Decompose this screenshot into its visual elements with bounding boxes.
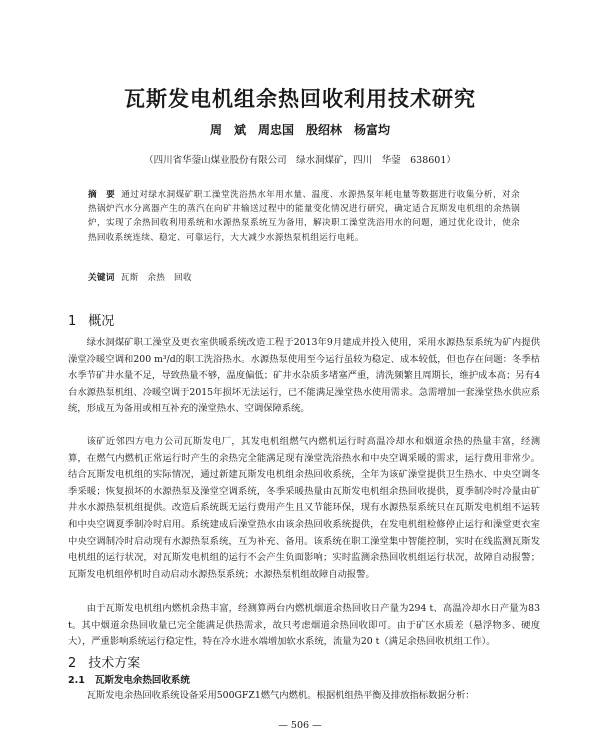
subsection-heading: [68, 672, 190, 686]
paragraph-overview-1: 绿水洞煤矿职工澡堂及更衣室供暖系统改造工程于2013年9月建成并投入使用，采用水源热泵系统为矿内提供澡堂冷暖空调和200 m³/d的职工洗浴热水。水源热泵使用至今运行虽较为稳定、成本较低，但也存在问题：冬季枯水季节矿井水量不足，导致热量不够，温度偏低；矿井水杂质多堵塞严重，清洗频繁且周期长，维护成本高；另有4台水源热泵机组、冷暖空调于2015年损坏无法运行，已不能满足澡堂热水使用需求。急需增加一套澡堂热水供应系统，形成互为备用或相互补充的澡堂热水、空调保障系统。: [68, 337, 540, 415]
affiliation: （四川省华蓥山煤业股份有限公司 绿水洞煤矿，四川 华蓥 638601）: [144, 155, 456, 166]
paragraph-overview-2: 该矿近邻四方电力公司瓦斯发电厂，其发电机组燃气内燃机运行时高温冷却水和烟道余热的热量丰富，经测算，在燃气内燃机正常运行时产生的余热完全能满足现有澡堂洗浴热水和中央空调采暖的需求，运行费用非常少。结合瓦斯发电机组的实际情况，通过新建瓦斯发电机组余热回收系统，全年为该矿澡堂提供卫生热水、中央空调冬季采暖；恢复损坏的水源热泵及澡堂空调系统，冬季采暖热量由瓦斯发电机组余热回收提供，夏季制冷时冷量由矿井水水源热泵机组提供。改造后系统既无运行费用产生且又节能环保，现有水源热泵系统只在瓦斯发电机组不运转和中央空调夏季制冷时启用。系统建成后澡堂热水由该余热回收系统提供，在发电机组检修停止运行和澡堂更衣室中央空调制冷时启动现有水源热泵系统，互为补充、备用。该系统在职工澡堂集中智能控制，实时在线监测瓦斯发电机组的运行状况，对瓦斯发电机组的运行不会产生负面影响；实时监测余热回收机组运行状况，故障自动报警；瓦斯发电机组停机时自动启动水源热泵系统；水源热泵机组故障自动报警。: [68, 436, 540, 580]
abstract-text: 通过对绿水洞煤矿职工澡堂洗浴热水年用水量、温度、水源热泵年耗电量等数据进行收集分析，对余热锅炉汽水分离器产生的蒸汽在向矿井输送过程中的能量变化情况进行研究，确定适合瓦斯发电机组的余热锅炉，实现了余热回收利用系统和水源热泵系统互为备用，解决职工澡堂洗浴用水的问题，通过优化设计，使余热回收系统连续、稳定、可靠运行，大大减少水源热泵机组运行电耗。: [88, 190, 520, 243]
paragraph-overview-3: 由于瓦斯发电机组内燃机余热丰富，经测算两台内燃机烟道余热回收日产量为294 t、高温冷却水日产量为83 t。其中烟道余热回收量已完全能满足供热需求，故只考虑烟道余热回收即可。由于矿区水质差（悬浮物多、硬度大），严重影响系统运行稳定性，特在冷水进水端增加软水系统，流量为20 t（满足余热回收机组工作）。: [68, 603, 540, 648]
abstract: [88, 188, 520, 245]
keywords: [88, 271, 520, 283]
section-number: 2: [68, 656, 77, 671]
page-number: — 506 —: [278, 720, 322, 731]
keywords-text: 瓦斯 余热 回收: [120, 273, 192, 283]
section-number: 1: [68, 314, 77, 329]
abstract-label: 摘 要: [88, 190, 116, 200]
paragraph-system-1: 瓦斯发电余热回收系统设备采用500GFZ1燃气内燃机。根据机组热平衡及排放指标数据分析：: [86, 690, 475, 701]
section-heading-technical-plan: [68, 652, 140, 671]
section-heading-overview: [68, 310, 114, 329]
subsection-title: 瓦斯发电余热回收系统: [94, 675, 190, 686]
section-title: 概况: [88, 314, 115, 329]
subsection-number: 2.1: [68, 675, 85, 686]
author-list: 周 斌 周忠国 殷绍林 杨富均: [209, 123, 390, 137]
section-title: 技术方案: [88, 656, 141, 671]
keywords-label: 关键词: [88, 273, 115, 283]
paper-title: 瓦斯发电机组余热回收利用技术研究: [124, 87, 476, 111]
